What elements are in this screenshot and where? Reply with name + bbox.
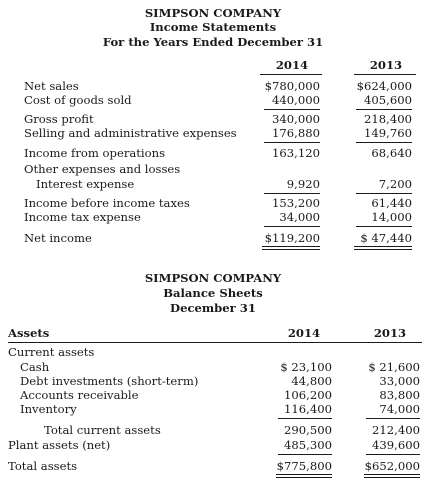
income-row-value-2014: $119,200 xyxy=(264,231,320,245)
balance-row-label: Total assets xyxy=(8,459,78,473)
income-col-header-2013: 2013 xyxy=(369,58,403,72)
balance-date: December 31 xyxy=(170,301,256,315)
income-row-value-2014: 34,000 xyxy=(279,210,320,224)
balance-sheet-title: Balance Sheets xyxy=(163,286,263,300)
balance-company-title: SIMPSON COMPANY xyxy=(144,271,282,285)
income-subtotal-rule-2014 xyxy=(264,142,320,143)
income-row-value-2014: 340,000 xyxy=(272,112,320,126)
income-row-label: Selling and administrative expenses xyxy=(24,126,237,140)
balance-row-value-2014: 106,200 xyxy=(284,388,332,402)
income-period: For the Years Ended December 31 xyxy=(102,35,324,49)
balance-row-value-2014: 116,400 xyxy=(284,402,332,416)
balance-row-value-2013: 33,000 xyxy=(379,374,420,388)
balance-row-value-2014: $ 23,100 xyxy=(280,360,332,374)
income-subtotal-rule-2013 xyxy=(356,226,412,227)
income-double-rule-2014 xyxy=(262,246,320,250)
income-subtotal-rule-2013 xyxy=(356,142,412,143)
income-subtotal-rule-2014 xyxy=(264,226,320,227)
income-row-value-2014: 153,200 xyxy=(272,196,320,210)
balance-row-value-2013: $652,000 xyxy=(364,459,420,473)
income-row-value-2013: 61,440 xyxy=(371,196,412,210)
income-row-value-2014: 163,120 xyxy=(272,146,320,160)
balance-row-value-2013: $ 21,600 xyxy=(368,360,420,374)
income-row-label: Cost of goods sold xyxy=(24,93,132,107)
income-row-label: Income from operations xyxy=(24,146,166,160)
balance-subtotal-rule-2013 xyxy=(366,418,420,419)
income-statement-title: Income Statements xyxy=(149,20,277,34)
income-row-value-2013: $ 47,440 xyxy=(360,231,412,245)
income-row-value-2013: $624,000 xyxy=(356,79,412,93)
income-row-value-2013: 405,600 xyxy=(364,93,412,107)
balance-row-value-2014: 485,300 xyxy=(284,438,332,452)
balance-row-label: Current assets xyxy=(8,345,95,359)
balance-subtotal-rule-2014 xyxy=(278,418,332,419)
income-header-rule-2013 xyxy=(354,74,416,75)
balance-header-rule xyxy=(8,342,422,343)
income-row-value-2013: 149,760 xyxy=(364,126,412,140)
balance-subtotal-rule-2013 xyxy=(366,454,420,455)
income-header-rule-2014 xyxy=(260,74,322,75)
balance-double-rule-2013 xyxy=(364,474,420,478)
balance-row-value-2013: 439,600 xyxy=(372,438,420,452)
income-subtotal-rule-2013 xyxy=(356,193,412,194)
balance-row-value-2013: 74,000 xyxy=(379,402,420,416)
balance-row-label: Plant assets (net) xyxy=(8,438,111,452)
balance-subtotal-rule-2014 xyxy=(278,454,332,455)
income-row-label: Income before income taxes xyxy=(24,196,190,210)
balance-row-label: Inventory xyxy=(20,402,77,416)
balance-row-value-2013: 212,400 xyxy=(372,423,420,437)
income-row-value-2014: 440,000 xyxy=(272,93,320,107)
balance-col-header-2014: 2014 xyxy=(287,326,321,340)
income-row-label: Other expenses and losses xyxy=(24,162,181,176)
income-row-value-2014: 9,920 xyxy=(286,177,320,191)
balance-row-value-2014: 44,800 xyxy=(291,374,332,388)
balance-row-label: Debt investments (short-term) xyxy=(20,374,199,388)
balance-section-label: Assets xyxy=(8,326,50,340)
balance-col-header-2013: 2013 xyxy=(373,326,407,340)
income-row-value-2014: 176,880 xyxy=(272,126,320,140)
income-row-value-2013: 218,400 xyxy=(364,112,412,126)
income-subtotal-rule-2013 xyxy=(356,109,412,110)
income-row-label: Gross profit xyxy=(24,112,94,126)
income-row-label: Income tax expense xyxy=(24,210,141,224)
income-subtotal-rule-2014 xyxy=(264,193,320,194)
income-row-label: Net income xyxy=(24,231,92,245)
balance-row-value-2013: 83,800 xyxy=(379,388,420,402)
balance-row-label: Accounts receivable xyxy=(20,388,139,402)
income-row-label: Net sales xyxy=(24,79,79,93)
balance-row-label: Cash xyxy=(20,360,50,374)
income-row-value-2013: 7,200 xyxy=(378,177,412,191)
balance-row-value-2014: 290,500 xyxy=(284,423,332,437)
income-col-header-2014: 2014 xyxy=(275,58,309,72)
income-double-rule-2013 xyxy=(354,246,412,250)
income-row-value-2013: 14,000 xyxy=(371,210,412,224)
balance-double-rule-2014 xyxy=(276,474,332,478)
balance-row-label: Total current assets xyxy=(44,423,161,437)
income-company-title: SIMPSON COMPANY xyxy=(144,6,282,20)
income-subtotal-rule-2014 xyxy=(264,109,320,110)
balance-row-value-2014: $775,800 xyxy=(276,459,332,473)
income-row-value-2014: $780,000 xyxy=(264,79,320,93)
income-row-value-2013: 68,640 xyxy=(371,146,412,160)
income-row-label: Interest expense xyxy=(36,177,135,191)
